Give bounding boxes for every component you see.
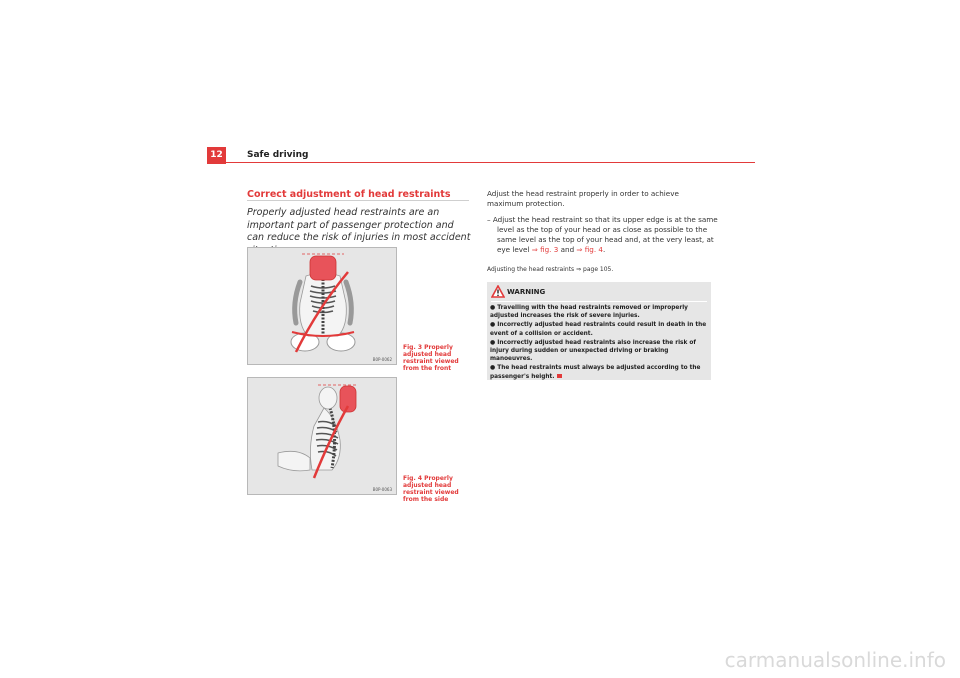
bullet-icon: ●: [490, 364, 496, 372]
head-restraint-front-illustration: [248, 248, 398, 366]
bullet-icon: ●: [490, 304, 496, 311]
fig3-link[interactable]: ⇒ fig. 3: [531, 245, 559, 254]
warning-box: [487, 282, 711, 380]
step-text: – Adjust the head restraint so that its upper edge is at the same level as the top of your head or as close as possible to the same level as the top of your head and, at the very least, at eye level: [487, 215, 718, 254]
section-title: Correct adjustment of head restraints: [247, 189, 451, 200]
figure-caption-side: Fig. 4 Properly adjusted head restraint viewed from the side: [403, 475, 459, 503]
warning-divider: [491, 301, 707, 302]
figure-side-view: [247, 377, 397, 495]
section-end-icon: [557, 374, 562, 378]
bullet-icon: ●: [490, 338, 496, 346]
figure-caption-front: Fig. 3 Properly adjusted head restraint viewed from the front: [403, 344, 459, 372]
page-number: 12: [207, 147, 226, 164]
head-restraint-side-illustration: [248, 378, 398, 496]
page-header-title: Safe driving: [247, 150, 309, 160]
section-divider: [247, 200, 469, 201]
section-intro: Properly adjusted head restraints are an important part of passenger protection and can reduce the risk of injuries in most accident: [247, 207, 471, 243]
figure-front-view: [247, 247, 397, 365]
figure-code: B0P-0063: [372, 487, 392, 492]
warning-triangle-icon: [491, 285, 505, 298]
step-and: and: [558, 245, 577, 254]
warning-title: WARNING: [507, 288, 546, 296]
warning-item: ● The head restraints must always be adjusted according to the passenger's height.: [490, 364, 701, 380]
watermark: carmanualsonline.info: [724, 648, 946, 672]
warning-item: ● Travelling with the head restraints removed or improperly adjusted increases the risk of severe injuries.: [490, 304, 688, 320]
warning-list: [490, 304, 708, 382]
instruction-step: [487, 215, 725, 255]
warning-header: [487, 282, 711, 302]
fig4-link[interactable]: ⇒ fig. 4: [576, 245, 603, 254]
body-paragraph: Adjust the head restraint properly in order to achieve maximum protection.: [487, 189, 679, 208]
bullet-icon: ●: [490, 321, 496, 329]
header-divider: [207, 162, 755, 163]
warning-item: ● Incorrectly adjusted head restraints could result in death in the event of a collision or accident.: [490, 321, 707, 337]
figure-code: B0P-0062: [372, 357, 392, 362]
page-reference[interactable]: Adjusting the head restraints ⇒ page 105.: [487, 266, 614, 273]
step-end: .: [602, 245, 606, 254]
warning-item: ● Incorrectly adjusted head restraints also increase the risk of injury during sudden or unexpected driving or braking manoeuvres.: [490, 338, 696, 363]
